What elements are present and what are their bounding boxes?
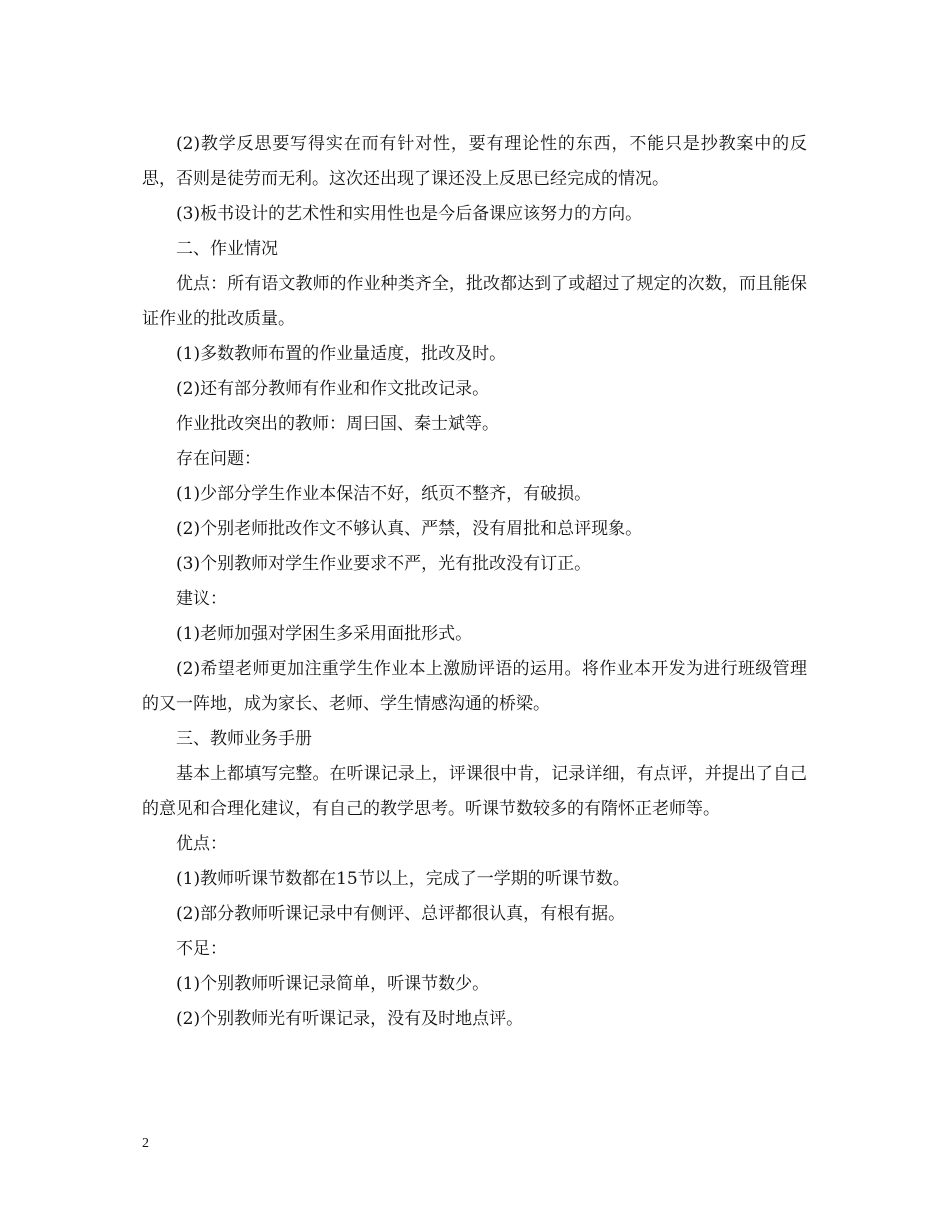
paragraph-shortcoming-2: (2)个别教师光有听课记录，没有及时地点评。 [176, 1009, 524, 1029]
paragraph-outstanding-teachers: 作业批改突出的教师：周曰国、秦士斌等。 [176, 414, 499, 434]
paragraph-problem-2: (2)个别老师批改作文不够认真、严禁，没有眉批和总评现象。 [176, 519, 643, 539]
subheading-suggestions: 建议： [176, 589, 227, 609]
page-number: 2 [142, 1136, 149, 1151]
paragraph-strength-2: (2)部分教师听课记录中有侧评、总评都很认真，有根有据。 [176, 904, 626, 924]
subheading-problems: 存在问题： [176, 449, 261, 469]
paragraph-reflection-2: (2)教学反思要写得实在而有针对性，要有理论性的东西，不能只是抄教案中的反思，否则是徒劳而无利。这次还出现了课还没上反思已经完成的情况。 [142, 134, 807, 189]
paragraph-manual-summary: 基本上都填写完整。在听课记录上，评课很中肯，记录详细，有点评，并提出了自己的意见和合理化建议，有自己的教学思考。听课节数较多的有隋怀正老师等。 [142, 764, 807, 819]
paragraph-problem-1: (1)少部分学生作业本保洁不好，纸页不整齐，有破损。 [176, 484, 592, 504]
paragraph-suggestion-1: (1)老师加强对学困生多采用面批形式。 [176, 624, 473, 644]
subheading-shortcomings: 不足： [176, 939, 227, 959]
section-heading-homework: 二、作业情况 [176, 239, 278, 259]
paragraph-homework-strengths: 优点：所有语文教师的作业种类齐全，批改都达到了或超过了规定的次数，而且能保证作业的批改质量。 [142, 274, 807, 329]
paragraph-strength-1: (1)教师听课节数都在15节以上，完成了一学期的听课节数。 [176, 869, 630, 889]
section-heading-manual: 三、教师业务手册 [176, 729, 312, 749]
subheading-strengths: 优点： [176, 834, 227, 854]
document-body [142, 127, 807, 1037]
paragraph-suggestion-2: (2)希望老师更加注重学生作业本上激励评语的运用。将作业本开发为进行班级管理的又一阵地，成为家长、老师、学生情感沟通的桥梁。 [142, 659, 807, 714]
paragraph-homework-1: (1)多数教师布置的作业量适度，批改及时。 [176, 344, 507, 364]
paragraph-homework-2: (2)还有部分教师有作业和作文批改记录。 [176, 379, 490, 399]
paragraph-problem-3: (3)个别教师对学生作业要求不严，光有批改没有订正。 [176, 554, 592, 574]
paragraph-blackboard-3: (3)板书设计的艺术性和实用性也是今后备课应该努力的方向。 [176, 204, 643, 224]
paragraph-shortcoming-1: (1)个别教师听课记录简单，听课节数少。 [176, 974, 490, 994]
